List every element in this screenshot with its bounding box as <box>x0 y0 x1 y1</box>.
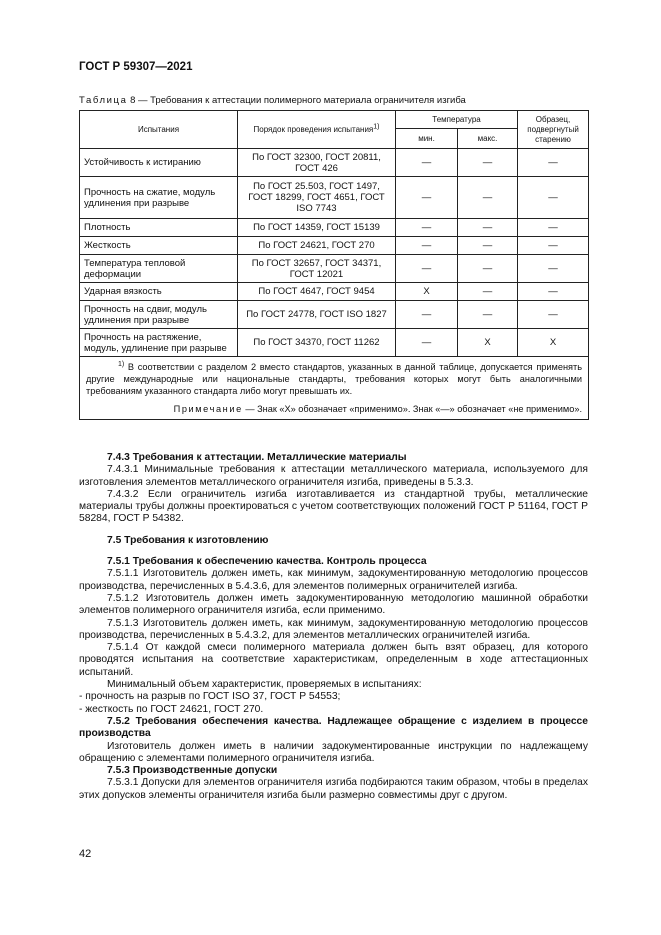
cell-min: — <box>396 301 458 329</box>
cell-test: Устойчивость к истиранию <box>80 149 238 177</box>
cell-min: — <box>396 177 458 219</box>
cell-method: По ГОСТ 32657, ГОСТ 34371, ГОСТ 12021 <box>238 255 396 283</box>
cell-max: — <box>458 219 518 237</box>
requirements-table <box>79 110 589 420</box>
table-footnote <box>86 361 582 397</box>
cell-method: По ГОСТ 14359, ГОСТ 15139 <box>238 219 396 237</box>
footnote-marker: 1) <box>118 360 125 368</box>
table-note <box>86 397 582 415</box>
table-footnote-row <box>80 357 589 420</box>
section-7-4-3-title: 7.4.3 Требования к аттестации. Металлические материалы <box>107 452 407 463</box>
note-label: Примечание <box>173 404 243 414</box>
table-caption <box>79 95 466 106</box>
paragraph-7-5-3-1: 7.5.3.1 Допуски для элементов ограничителя изгиба подбираются таким образом, чтобы в пределах этих допусков элементы ограничителя изгиба были размерно совместимы друг с другом. <box>79 777 588 801</box>
table-row <box>80 255 589 283</box>
cell-sample: X <box>518 329 589 357</box>
cell-sample: — <box>518 149 589 177</box>
cell-test: Ударная вязкость <box>80 283 238 301</box>
table-row <box>80 237 589 255</box>
cell-max: — <box>458 149 518 177</box>
table-row <box>80 283 589 301</box>
cell-method: По ГОСТ 34370, ГОСТ 11262 <box>238 329 396 357</box>
header-method <box>238 111 396 149</box>
paragraph-7-5-1-3: 7.5.1.3 Изготовитель должен иметь, как минимум, задокументированную методологию процессов производства, перечисленных в 5.4.3.2, для элементов металлических ограничителей изгиба. <box>79 617 588 641</box>
cell-sample: — <box>518 255 589 283</box>
paragraph-7-5-1-2: 7.5.1.2 Изготовитель должен иметь задокументированную методологию машинной обработки элементов полимерного ограничителя изгиба, если применимо. <box>79 592 588 617</box>
section-7-5-2-title: 7.5.2 Требования обеспечения качества. Надлежащее обращение с изделием в процессе производства <box>79 715 588 740</box>
body-text <box>79 452 588 802</box>
list-item-stiffness: - жесткость по ГОСТ 24621, ГОСТ 270. <box>79 703 264 715</box>
cell-min: — <box>396 237 458 255</box>
table-row <box>80 219 589 237</box>
cell-min: X <box>396 283 458 301</box>
paragraph-7-5-2: Изготовитель должен иметь в наличии задокументированные инструкции по надлежащему обращению с элементами полимерного ограничителя изгиба. <box>79 740 588 764</box>
table-footnote-cell <box>80 357 589 420</box>
section-7-5-title: 7.5 Требования к изготовлению <box>107 534 269 546</box>
list-item-tensile: - прочность на разрыв по ГОСТ ISO 37, ГОСТ Р 54553; <box>79 691 341 703</box>
paragraph-7-5-1-1: 7.5.1.1 Изготовитель должен иметь, как минимум, задокументированную методологию процессов производства, перечисленных в 5.4.3.6, для элементов полимерных ограничителей изгиба. <box>79 568 588 592</box>
cell-test: Прочность на сдвиг, модуль удлинения при разрыве <box>80 301 238 329</box>
paragraph-7-4-3-1: 7.4.3.1 Минимальные требования к аттестации металлического материала, используемого для изготовления элементов металлического ограничителя изгиба, приведены в 5.3.3. <box>79 464 588 488</box>
cell-method: По ГОСТ 24621, ГОСТ 270 <box>238 237 396 255</box>
header-method-text: Порядок проведения испытания <box>253 124 374 134</box>
cell-test: Плотность <box>80 219 238 237</box>
cell-max: — <box>458 177 518 219</box>
cell-method: По ГОСТ 24778, ГОСТ ISO 1827 <box>238 301 396 329</box>
header-tests: Испытания <box>80 111 238 149</box>
cell-sample: — <box>518 237 589 255</box>
caption-label: Таблица <box>79 95 128 106</box>
cell-method: По ГОСТ 4647, ГОСТ 9454 <box>238 283 396 301</box>
cell-method: По ГОСТ 32300, ГОСТ 20811, ГОСТ 426 <box>238 149 396 177</box>
cell-test: Жесткость <box>80 237 238 255</box>
cell-max: — <box>458 237 518 255</box>
header-max: макс. <box>458 129 518 149</box>
paragraph-min-scope: Минимальный объем характеристик, проверяемых в испытаниях: <box>107 679 422 691</box>
cell-min: — <box>396 219 458 237</box>
section-7-5-1-title: 7.5.1 Требования к обеспечению качества. Контроль процесса <box>107 556 427 568</box>
cell-min: — <box>396 329 458 357</box>
cell-max: — <box>458 255 518 283</box>
caption-text: 8 — Требования к аттестации полимерного материала ограничителя изгиба <box>127 95 466 106</box>
doc-header: ГОСТ Р 59307—2021 <box>79 61 193 73</box>
cell-max: X <box>458 329 518 357</box>
cell-max: — <box>458 301 518 329</box>
header-method-sup: 1) <box>373 122 380 130</box>
table-row <box>80 301 589 329</box>
cell-sample: — <box>518 219 589 237</box>
cell-test: Прочность на растяжение, модуль, удлинение при разрыве <box>80 329 238 357</box>
cell-sample: — <box>518 177 589 219</box>
cell-max: — <box>458 283 518 301</box>
table-row <box>80 149 589 177</box>
header-min: мин. <box>396 129 458 149</box>
paragraph-7-4-3-2: 7.4.3.2 Если ограничитель изгиба изготавливается из стандартной трубы, металлические материалы трубы должны проектироваться с учетом соответствующих положений ГОСТ Р 51164, ГОСТ Р 58284, ГОСТ Р 54382. <box>79 488 588 525</box>
cell-sample: — <box>518 283 589 301</box>
header-temperature: Температура <box>396 111 518 129</box>
cell-min: — <box>396 255 458 283</box>
table-row <box>80 177 589 219</box>
footnote-text: В соответствии с разделом 2 вместо стандартов, указанных в данной таблице, допускается применять другие международные или национальные стандарты, требования которых могут быть аналогичными требованиям указанного стандарта либо могут превышать их. <box>86 362 583 396</box>
cell-sample: — <box>518 301 589 329</box>
cell-test: Прочность на сжатие, модуль удлинения при разрыве <box>80 177 238 219</box>
section-7-5-3-title: 7.5.3 Производственные допуски <box>107 765 278 777</box>
cell-test: Температура тепловой деформации <box>80 255 238 283</box>
cell-min: — <box>396 149 458 177</box>
paragraph-7-5-1-4: 7.5.1.4 От каждой смеси полимерного материала должен быть взят образец, для которого проводятся испытания на соответствие характеристикам, определенным в ходе аттестационных испытаний. <box>79 642 588 678</box>
page-number: 42 <box>79 848 92 860</box>
note-text: — Знак «X» обозначает «применимо». Знак «—» обозначает «не применимо». <box>242 404 583 414</box>
cell-method: По ГОСТ 25.503, ГОСТ 1497, ГОСТ 18299, ГОСТ 4651, ГОСТ ISO 7743 <box>238 177 396 219</box>
header-sample: Образец, подвергнутый старению <box>518 111 589 149</box>
table-row <box>80 329 589 357</box>
